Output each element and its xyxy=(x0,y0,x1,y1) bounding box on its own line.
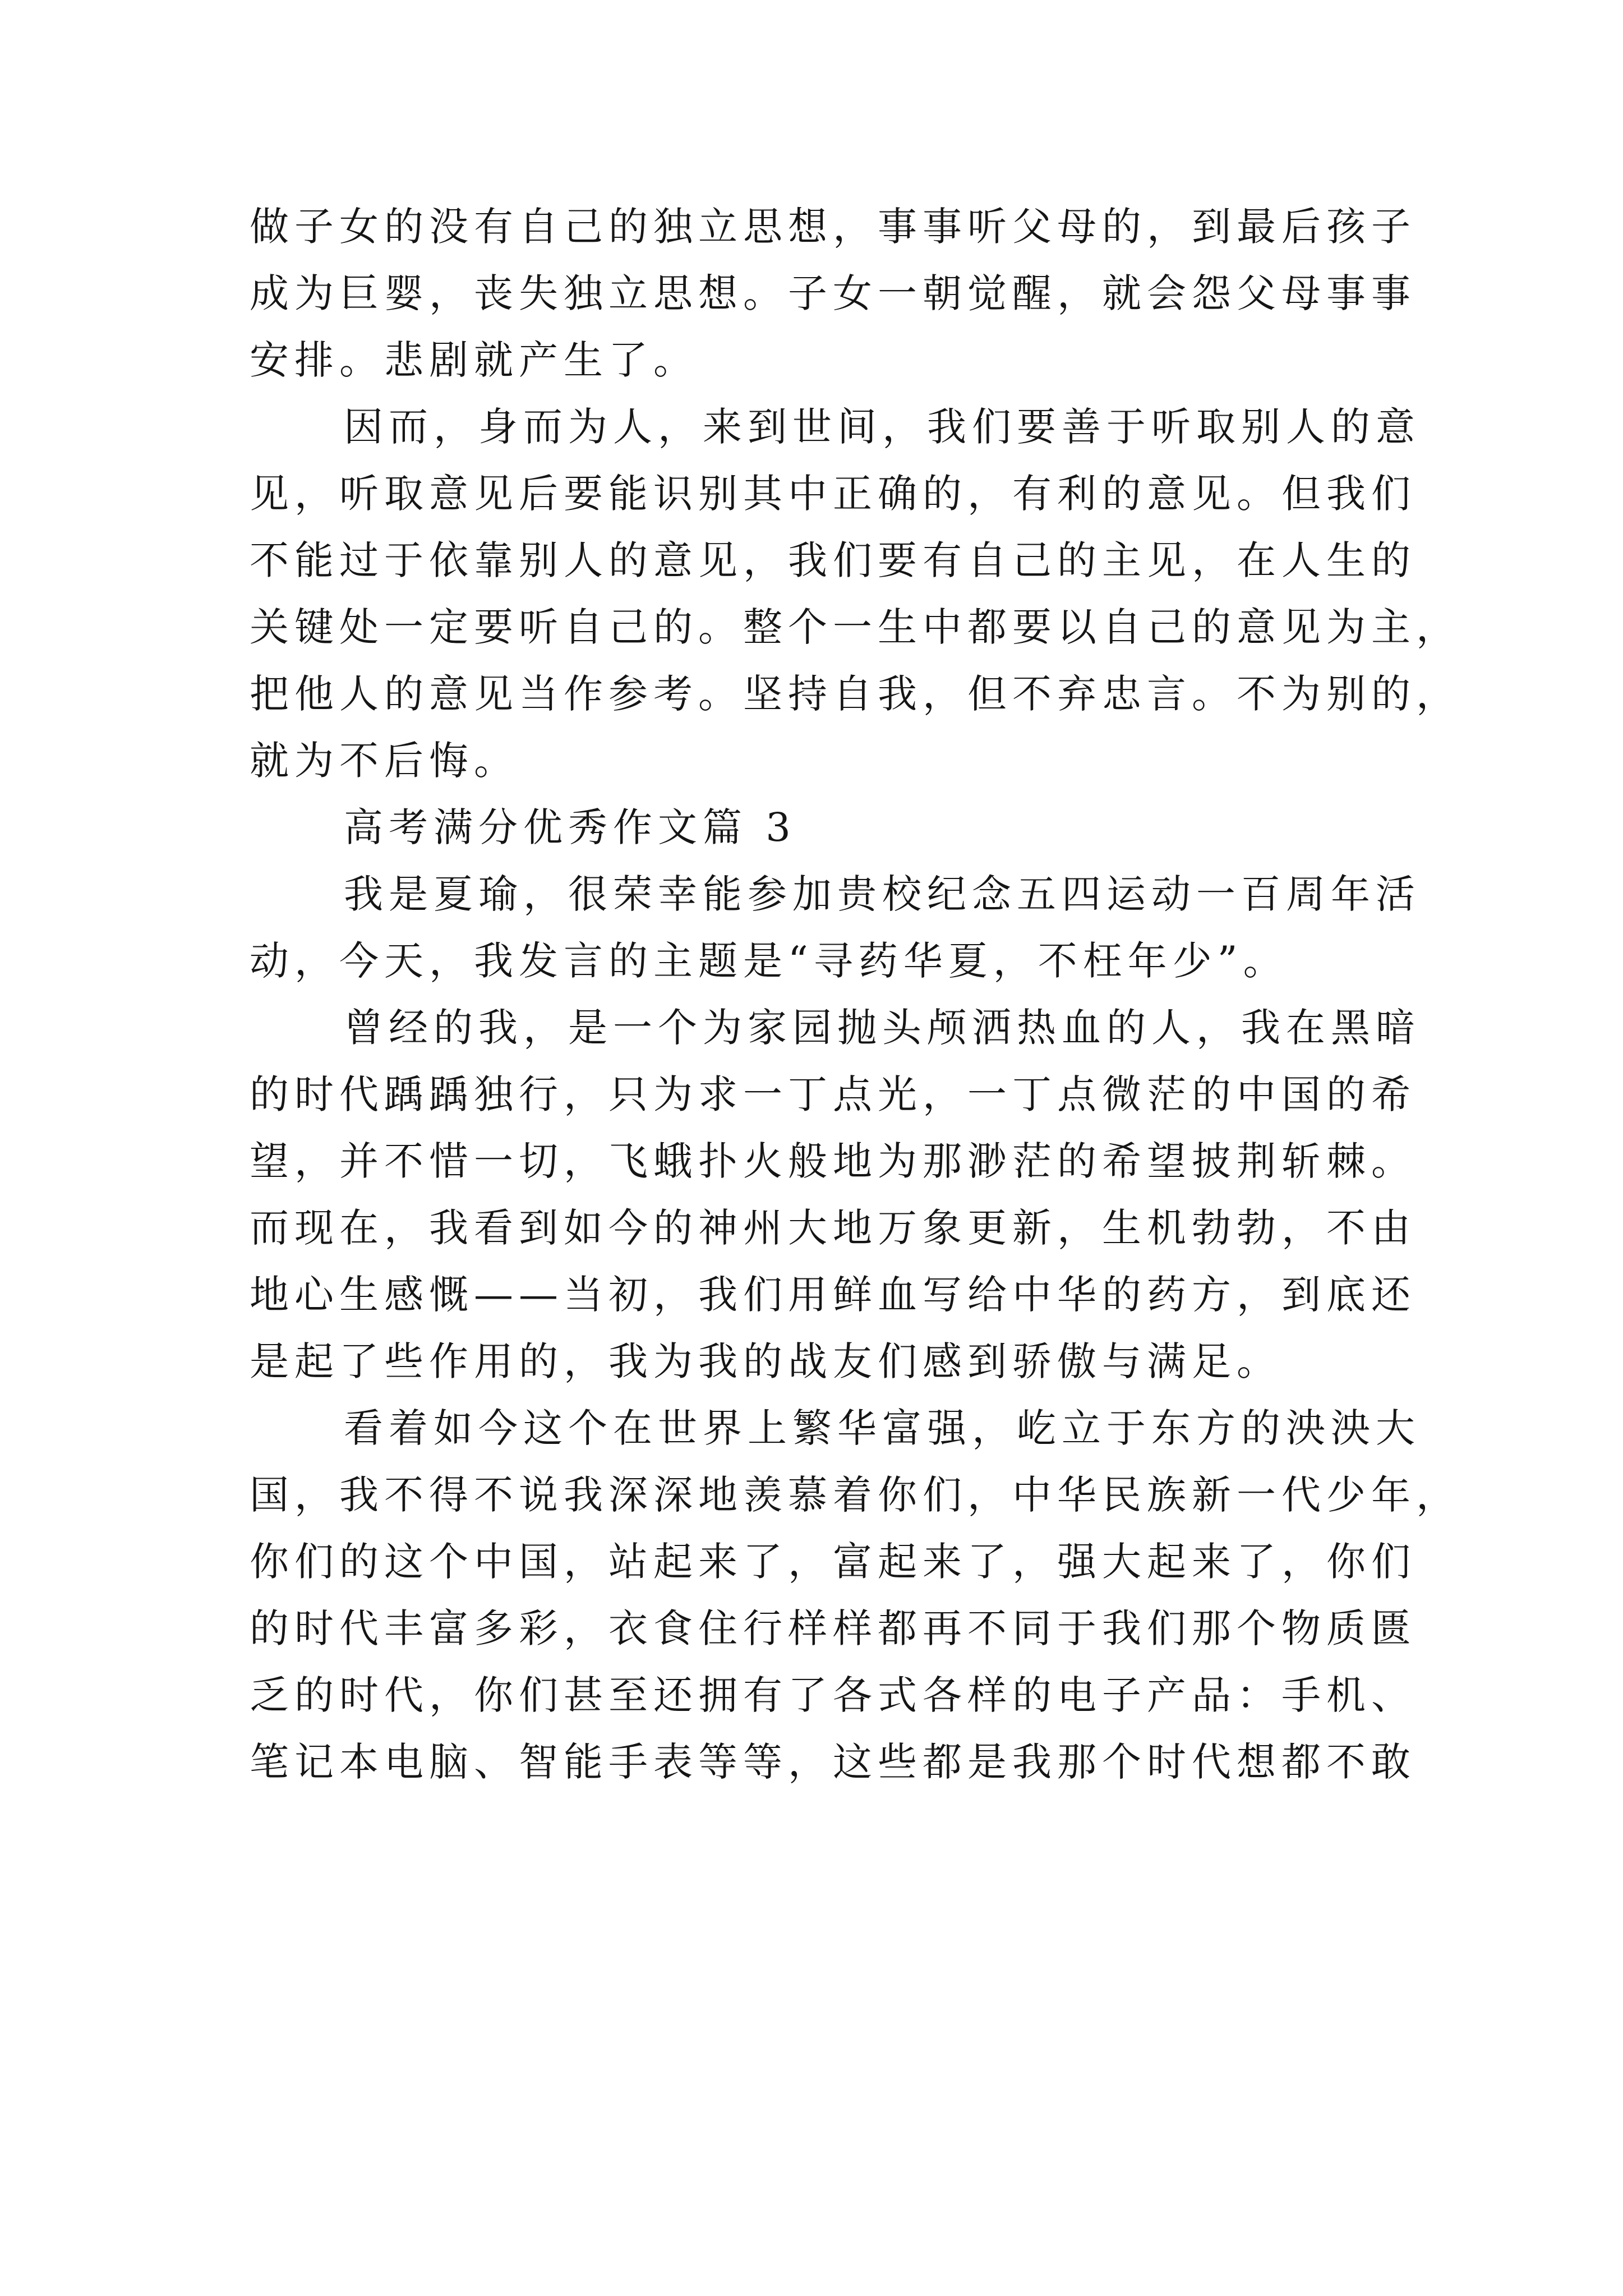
text-line: 是起了些作用的，我为我的战友们感到骄傲与满足。 xyxy=(250,1338,1281,1384)
text-line: 关键处一定要听自己的。整个一生中都要以自己的意见为主， xyxy=(250,604,1461,650)
paragraph-first-line: 我是夏瑜，很荣幸能参加贵校纪念五四运动一百周年活 xyxy=(344,871,1421,917)
text-line: 你们的这个中国，站起来了，富起来了，强大起来了，你们 xyxy=(250,1539,1416,1585)
text-line: 而现在，我看到如今的神州大地万象更新，生机勃勃，不由 xyxy=(250,1205,1416,1251)
text-line: 笔记本电脑、智能手表等等，这些都是我那个时代想都不敢 xyxy=(250,1739,1416,1785)
paragraph-first-line: 曾经的我，是一个为家园抛头颅洒热血的人，我在黑暗 xyxy=(344,1005,1421,1051)
text-line: 就为不后悔。 xyxy=(250,738,519,784)
text-line: 成为巨婴，丧失独立思想。子女一朝觉醒，就会怨父母事事 xyxy=(250,270,1416,316)
section-heading: 高考满分优秀作文篇 3 xyxy=(344,804,796,850)
text-line: 的时代丰富多彩，衣食住行样样都再不同于我们那个物质匮 xyxy=(250,1605,1416,1651)
text-line: 国，我不得不说我深深地羡慕着你们，中华民族新一代少年， xyxy=(250,1472,1461,1518)
essay-body xyxy=(250,194,1461,1796)
text-line: 见，听取意见后要能识别其中正确的，有利的意见。但我们 xyxy=(250,471,1416,517)
text-line: 动，今天，我发言的主题是“寻药华夏，不枉年少”。 xyxy=(250,938,1288,984)
text-line: 望，并不惜一切，飞蛾扑火般地为那渺茫的希望披荆斩棘。 xyxy=(250,1138,1416,1184)
paragraph-first-line: 看着如今这个在世界上繁华富强，屹立于东方的泱泱大 xyxy=(344,1405,1421,1451)
text-line: 做子女的没有自己的独立思想，事事听父母的，到最后孩子 xyxy=(250,204,1416,250)
text-line: 地心生感慨——当初，我们用鲜血写给中华的药方，到底还 xyxy=(250,1272,1416,1318)
text-line: 乏的时代，你们甚至还拥有了各式各样的电子产品：手机、 xyxy=(250,1672,1416,1718)
text-line: 不能过于依靠别人的意见，我们要有自己的主见，在人生的 xyxy=(250,537,1416,583)
text-line: 把他人的意见当作参考。坚持自我，但不弃忠言。不为别的， xyxy=(250,671,1461,717)
paragraph-first-line: 因而，身而为人，来到世间，我们要善于听取别人的意 xyxy=(344,404,1421,450)
text-line: 的时代踽踽独行，只为求一丁点光，一丁点微茫的中国的希 xyxy=(250,1071,1416,1117)
text-line: 安排。悲剧就产生了。 xyxy=(250,337,698,383)
